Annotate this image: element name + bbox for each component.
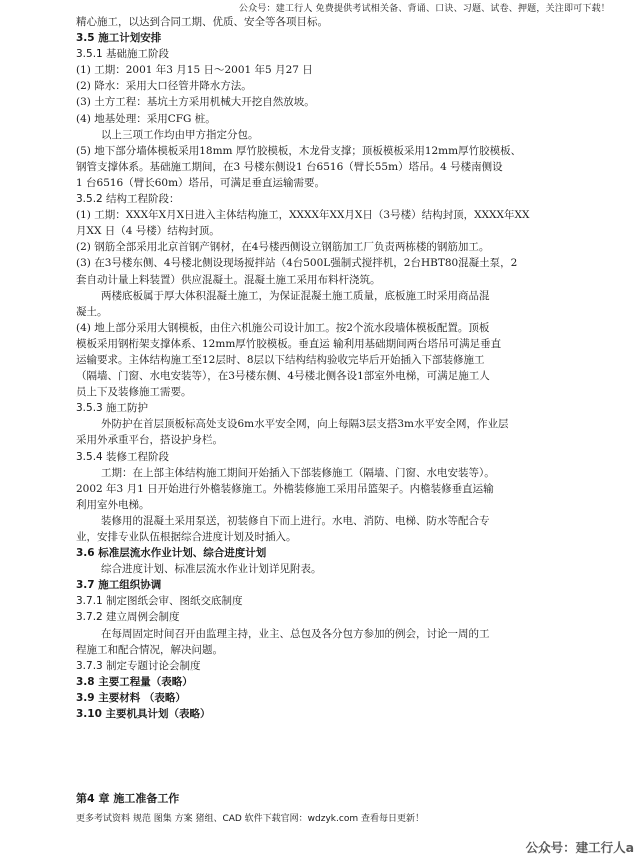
text-line: (3) 在3号楼东侧、4号楼北侧设现场搅拌站（4台500L强制式搅拌机，2台HBT80混凝土泵，2 bbox=[76, 257, 518, 270]
text-line: （隔墙、门窗、水电安装等），在3号楼东侧、4号楼北侧各设1部室外电梯，可满足施工人 bbox=[76, 370, 490, 383]
text-line: 业，安排专业队伍根据综合进度计划及时插入。 bbox=[76, 531, 297, 543]
subsection-heading: 3.7.3 制定专题讨论会制度 bbox=[76, 659, 201, 672]
text-line: 模板采用钢桁架支撑体系、12mm厚竹胶模板。垂直运 输利用基础期间两台塔吊可满足垂直 bbox=[76, 337, 502, 350]
text-line: 综合进度计划、标准层流水作业计划详见附表。 bbox=[101, 563, 322, 576]
text-line: 工期：在上部主体结构施工期间开始插入下部装修施工（隔墙、门窗、水电安装等）。 bbox=[101, 466, 495, 479]
text-line: 在每周固定时间召开由监理主持，业主、总包及各分包方参加的例会，讨论一周的工 bbox=[101, 627, 490, 640]
text-line: (4) 地基处理：采用CFG 桩。 bbox=[76, 112, 216, 125]
text-line: 套自动计量上料装置）供应混凝土。混凝土施工采用布料杆浇筑。 bbox=[76, 273, 381, 286]
section-heading: 3.7 施工组织协调 bbox=[76, 579, 162, 592]
text-line: 精心施工，以达到合同工期、优质、安全等各项目标。 bbox=[76, 16, 328, 28]
chapter-title: 第4 章 施工准备工作 bbox=[76, 792, 180, 805]
header-note: 公众号：建工行人 免费提供考试相关备、背诵、口诀、习题、试卷、押题，关注即可下载！ bbox=[238, 4, 610, 14]
text-line: 程施工和配合情况，解决问题。 bbox=[76, 643, 223, 656]
text-line: (1) 工期：2001 年3 月15 日～2001 年5 月27 日 bbox=[76, 64, 313, 77]
section-heading: 3.5 施工计划安排 bbox=[76, 32, 162, 45]
text-line: 运输要求。主体结构施工至12层时、8层以下结构结构验收完毕后开始插入下部装修施工 bbox=[76, 353, 485, 366]
text-line: 外防护在首层顶板标高处支设6m水平安全网，向上每隔3层支搭3m水平安全网，作业层 bbox=[101, 418, 509, 431]
text-line: 装修用的混凝土采用泵送，初装修自下而上进行。水电、消防、电梯、防水等配合专 bbox=[101, 514, 490, 527]
text-line: 员上下及装修施工需要。 bbox=[76, 386, 192, 399]
subsection-heading: 3.5.3 施工防护 bbox=[76, 402, 149, 415]
text-line: 采用外承重平台，搭设护身栏。 bbox=[76, 434, 223, 447]
text-line: 钢管支撑体系。基础施工期间，在3 号楼东侧设1 台6516（臂长55m）塔吊。4 号楼南侧设 bbox=[76, 160, 503, 173]
text-line: 两楼底板属于厚大体积混凝土施工，为保证混凝土施工质量，底板施工时采用商品混 bbox=[101, 289, 490, 302]
text-line: (5) 地下部分墙体模板采用18mm 厚竹胶模板，木龙骨支撑；顶板模板采用12mm厚竹胶模板、 bbox=[76, 144, 522, 157]
text-line: 凝土。 bbox=[76, 305, 108, 318]
text-line: 以上三项工作均由甲方指定分包。 bbox=[101, 128, 259, 141]
section-heading: 3.10 主要机具计划（表略） bbox=[76, 708, 211, 721]
text-line: (1) 工期：XXX年X月X日进入主体结构施工，XXXX年XX月X日（3号楼）结构封顶，XXXX年XX bbox=[76, 209, 530, 222]
text-line: 2002 年3 月1 日开始进行外檐装修施工。外檐装修施工采用吊篮架子。内檐装修垂直运输 bbox=[76, 482, 494, 495]
text-line: 1 台6516（臂长60m）塔吊，可满足垂直运输需要。 bbox=[76, 176, 326, 189]
subsection-heading: 3.7.2 建立周例会制度 bbox=[76, 611, 180, 624]
text-line: (2) 钢筋全部采用北京首钢产钢材，在4号楼西侧设立钢筋加工厂负责两栋楼的钢筋加工。 bbox=[76, 241, 490, 254]
subsection-heading: 3.5.1 基础施工阶段 bbox=[76, 48, 170, 61]
text-line: (3) 土方工程：基坑土方采用机械大开挖自然放坡。 bbox=[76, 96, 315, 109]
footer-note: 更多考试资料 规范 图集 方案 猪组、CAD 软件下载官网：wdzyk.com 查看每日更新！ bbox=[76, 814, 424, 824]
subsection-heading: 3.7.1 制定图纸会审、图纸交底制度 bbox=[76, 595, 243, 608]
text-line: (2) 降水：采用大口径管井降水方法。 bbox=[76, 80, 252, 93]
subsection-heading: 3.5.4 装修工程阶段 bbox=[76, 450, 170, 463]
text-line: 月XX 日（4 号楼）结构封顶。 bbox=[76, 225, 220, 238]
section-heading: 3.9 主要材料 （表略） bbox=[76, 691, 186, 704]
text-line: 利用室外电梯。 bbox=[76, 498, 150, 511]
section-heading: 3.6 标准层流水作业计划、综合进度计划 bbox=[76, 547, 267, 560]
text-line: (4) 地上部分采用大钢模板，由住六机施公司设计加工。按2个流水段墙体模板配置。顶板 bbox=[76, 321, 490, 334]
document-body bbox=[76, 14, 616, 722]
subsection-heading: 3.5.2 结构工程阶段： bbox=[76, 193, 180, 206]
section-heading: 3.8 主要工程量（表略） bbox=[76, 675, 193, 688]
watermark-text: 公众号：建工行人a bbox=[525, 840, 634, 855]
